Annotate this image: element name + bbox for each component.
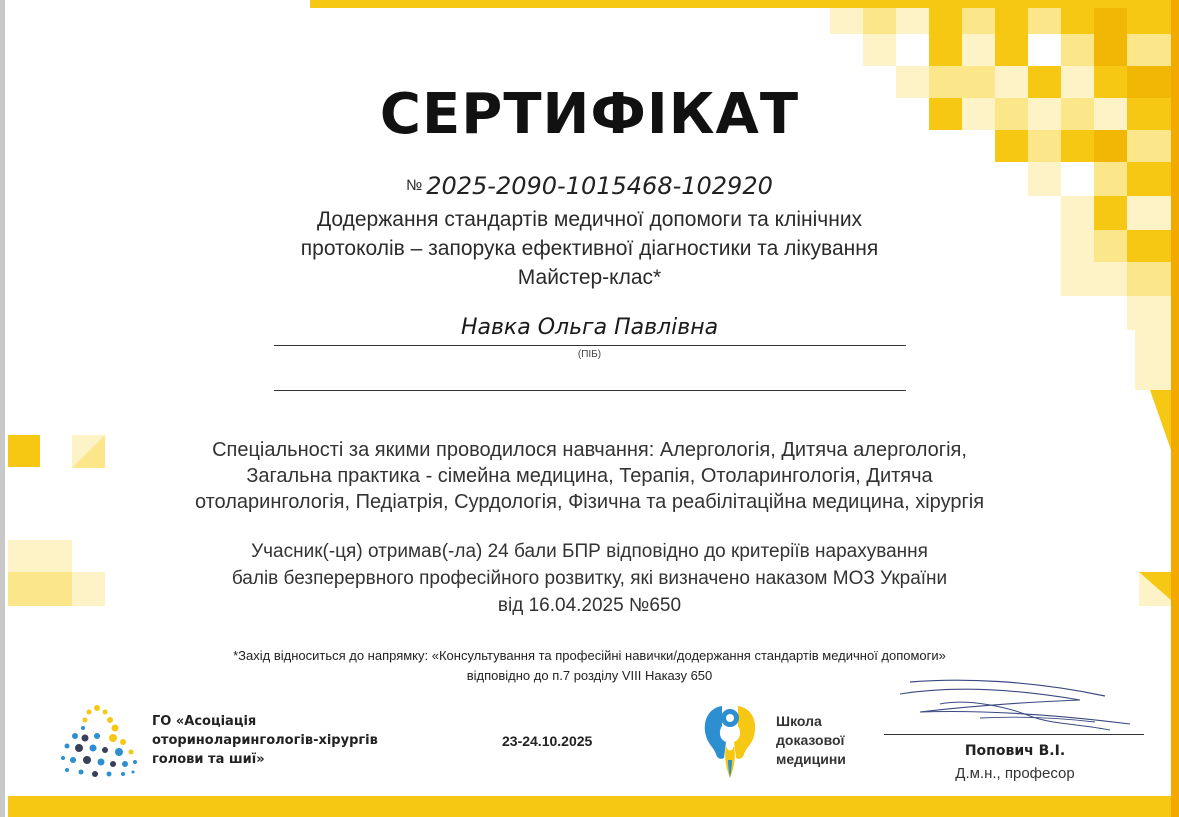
event-dates: 23-24.10.2025 — [502, 733, 593, 749]
credits-line: від 16.04.2025 №650 — [497, 595, 682, 616]
specialties-text — [0, 437, 1179, 515]
signer-name: Попович В.І. — [964, 743, 1066, 759]
association-name-line: ГО «Асоціація — [152, 714, 257, 729]
certificate-number-value: 2025-2090-1015468-102920 — [426, 172, 773, 200]
association-name — [152, 712, 442, 769]
association-name-line: голови та шиї» — [152, 752, 265, 767]
footnote-line: *Захід відноситься до напрямку: «Консультування та професійні навички/додержання стандартів медичної допомоги» — [233, 648, 946, 663]
course-title-line: Додержання стандартів медичної допомоги та клінічних — [316, 208, 863, 231]
top-accent-band — [310, 0, 1179, 8]
handwritten-signature — [880, 672, 1140, 738]
school-name-line: медицини — [776, 751, 846, 767]
participant-name: Навка Ольга Павлівна — [460, 315, 719, 340]
association-name-line: оториноларингологів-хірургів — [152, 733, 378, 748]
specialties-line: Загальна практика - сімейна медицина, Терапія, Отоларингологія, Дитяча — [246, 465, 933, 487]
name-caption: (ПІБ) — [577, 349, 602, 360]
number-sign: № — [406, 177, 423, 194]
course-type: Майстер-клас* — [517, 266, 662, 289]
association-logo-icon — [55, 700, 140, 782]
footnote-line: відповідно до п.7 розділу VIII Наказу 650 — [466, 668, 713, 683]
signer-degree: Д.м.н., професор — [955, 765, 1075, 782]
school-name-line: доказової — [776, 732, 845, 748]
specialties-line: Спеціальності за якими проводилося навчання: Алергологія, Дитяча алергологія, — [212, 439, 967, 461]
credits-line: балів безперервного професійного розвитку, які визначено наказом МОЗ України — [231, 568, 948, 589]
school-name — [776, 712, 846, 769]
certificate-number — [0, 172, 1179, 201]
course-title-line: протоколів – запорука ефективної діагностики та лікування — [300, 237, 879, 260]
specialties-line: отоларингологія, Педіатрія, Сурдологія, Фізична та реабілітаційна медицина, хірургія — [194, 491, 985, 513]
credits-line: Учасник(-ця) отримав(-ла) 24 бали БПР відповідно до критеріїв нарахування — [251, 541, 928, 562]
credits-statement — [0, 538, 1179, 619]
school-name-line: Школа — [776, 713, 822, 729]
certificate-title: СЕРТИФІКАТ — [379, 82, 800, 147]
signature-line — [884, 734, 1144, 735]
bottom-accent-band — [8, 796, 1171, 817]
course-title — [0, 205, 1179, 292]
name-underline — [274, 345, 906, 346]
school-logo-icon — [700, 702, 760, 780]
blank-underline — [274, 390, 906, 391]
